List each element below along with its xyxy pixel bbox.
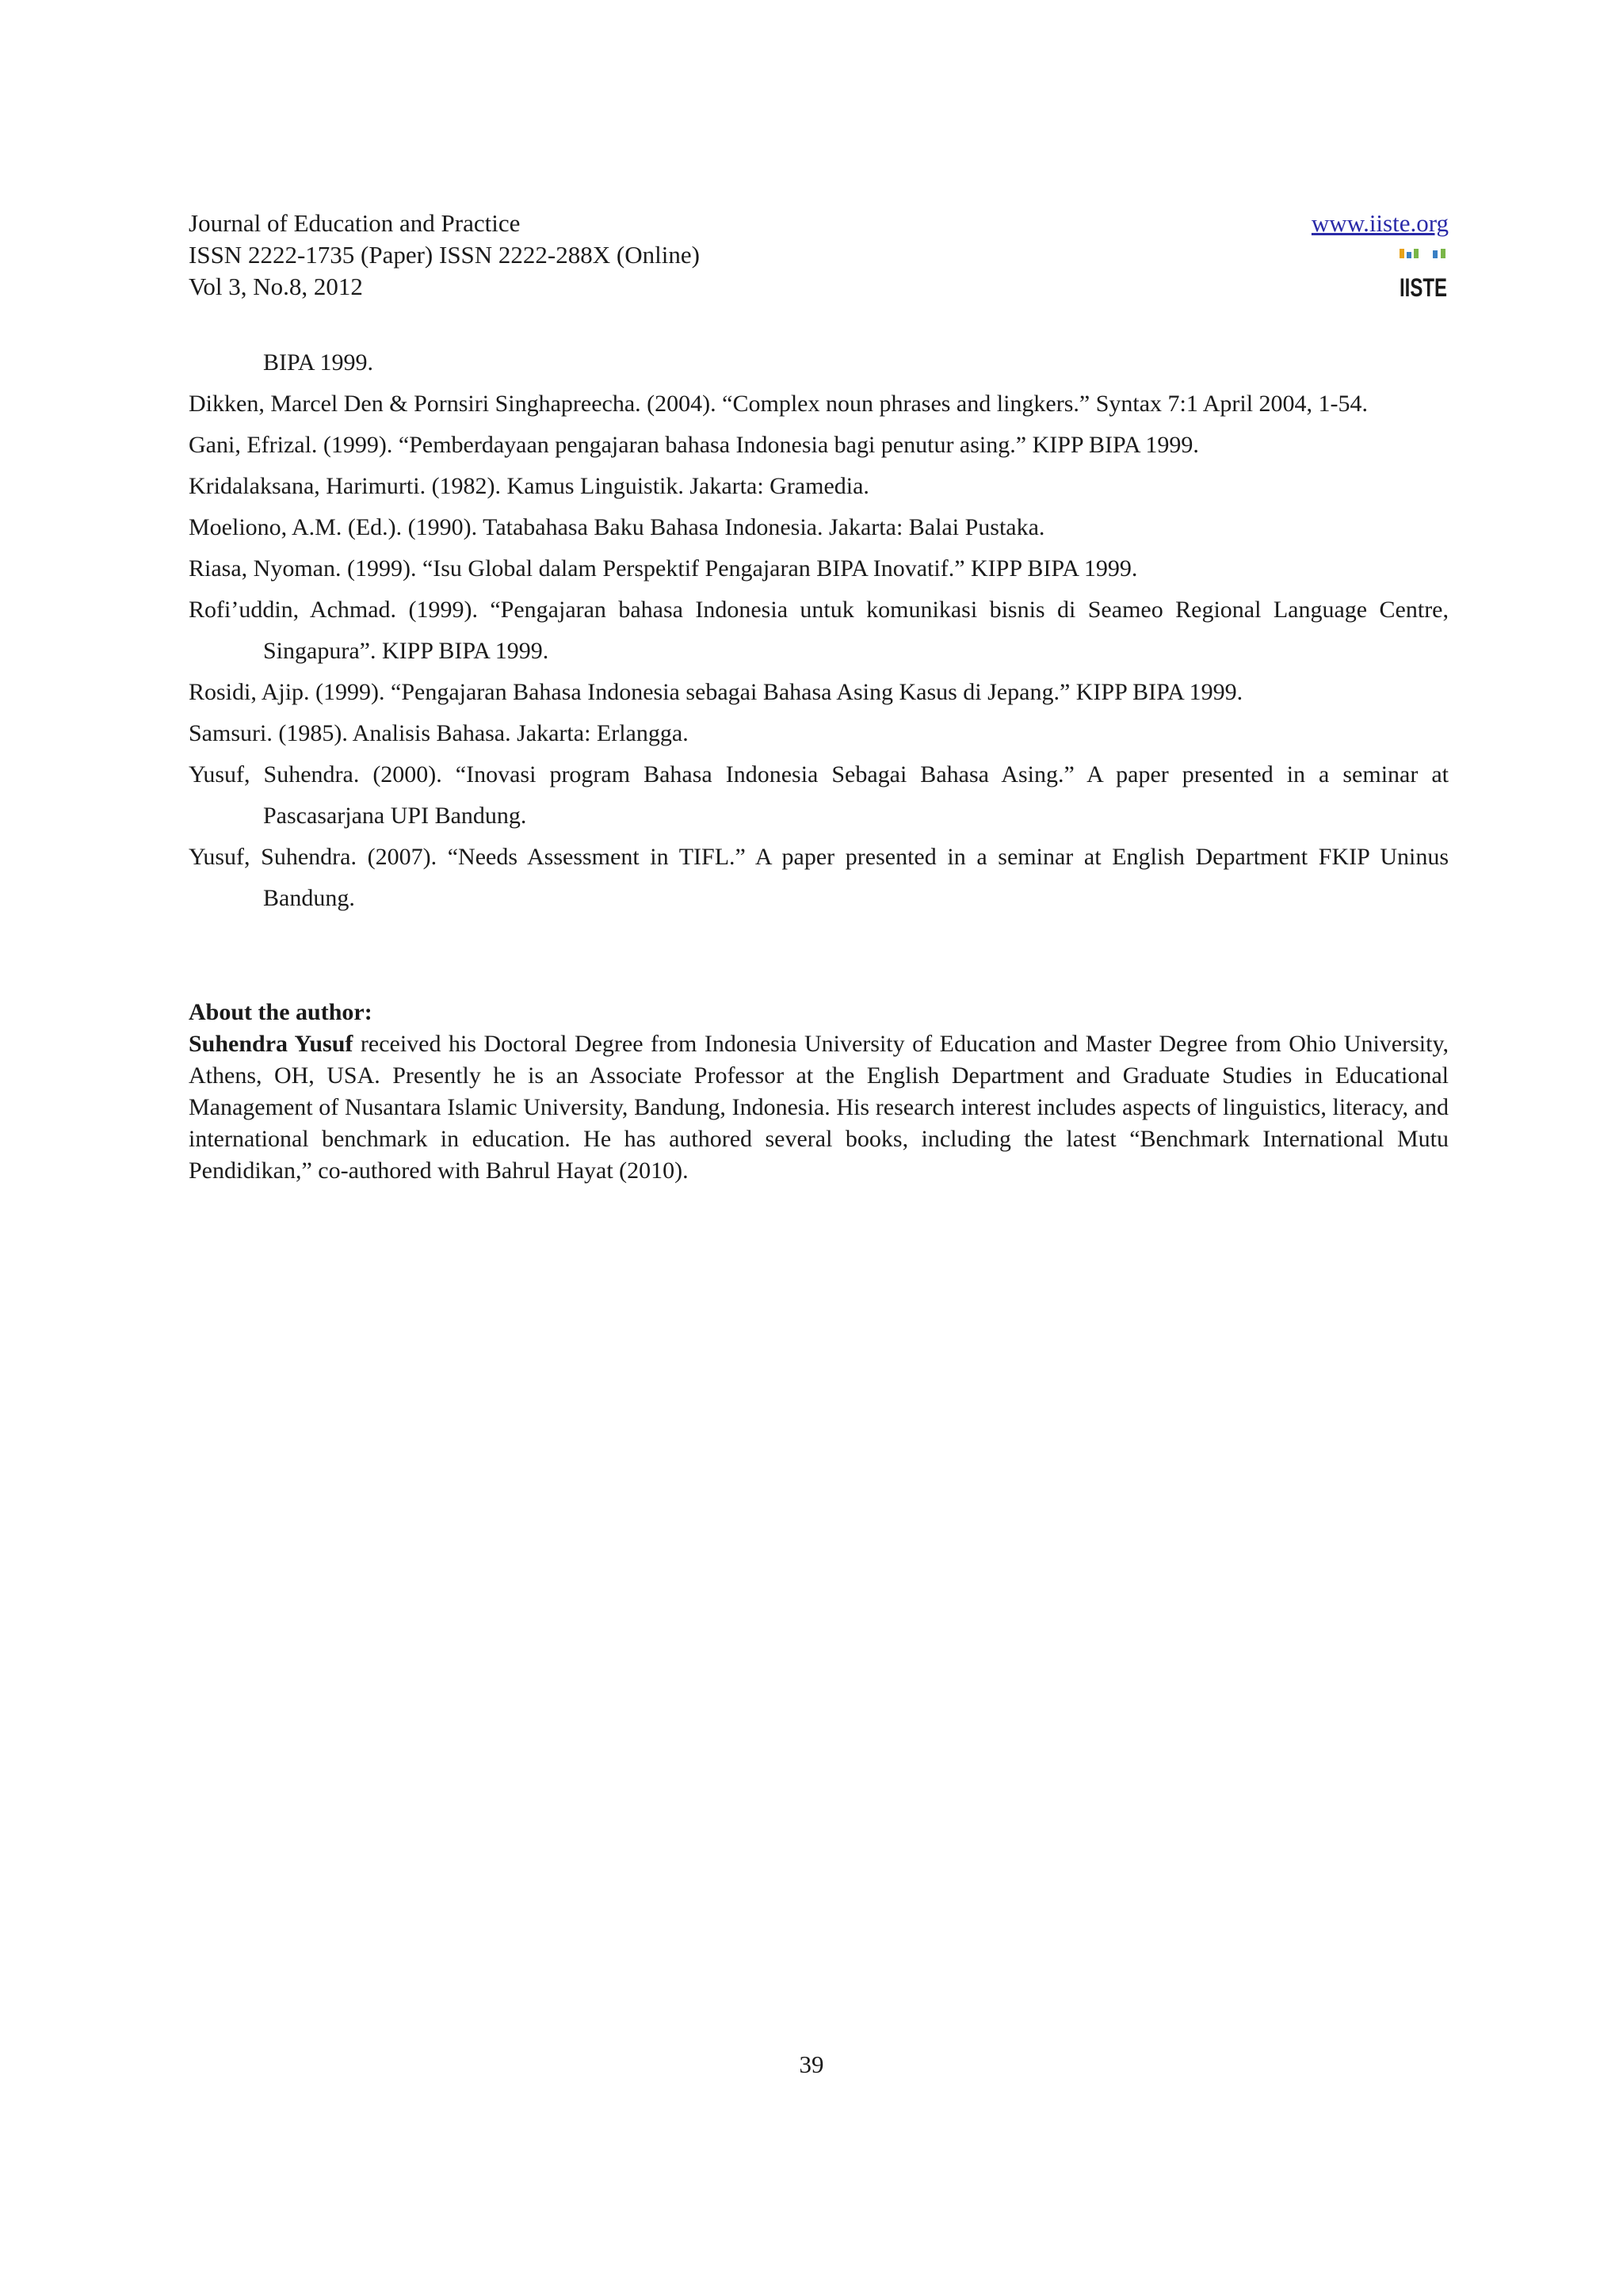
- reference-entry: BIPA 1999.: [263, 349, 373, 376]
- reference-entry: Kridalaksana, Harimurti. (1982). Kamus Linguistik. Jakarta: Gramedia.: [189, 473, 869, 499]
- reference-entry: Dikken, Marcel Den & Pornsiri Singhapreecha. (2004). “Complex noun phrases and lingkers.” Syntax 7:1 April 2004, 1-54.: [189, 391, 1369, 417]
- page-header: [189, 208, 1449, 303]
- svg-text:IISTE: IISTE: [1400, 273, 1447, 302]
- reference-entry: Rofi’uddin, Achmad. (1999). “Pengajaran bahasa Indonesia untuk komunikasi bisnis di Seameo Regional Language Centre, Singapura”. KIPP BIPA 1999.: [189, 597, 1449, 664]
- page-number: 39: [799, 2050, 824, 2078]
- journal-name: Journal of Education and Practice: [189, 209, 521, 237]
- about-author-section: [189, 997, 1449, 1187]
- reference-entry: Moeliono, A.M. (Ed.). (1990). Tatabahasa Baku Bahasa Indonesia. Jakarta: Balai Pustaka.: [189, 514, 1045, 540]
- journal-issn: ISSN 2222-1735 (Paper) ISSN 2222-288X (Online): [189, 241, 700, 269]
- reference-entry: Riasa, Nyoman. (1999). “Isu Global dalam Perspektif Pengajaran BIPA Inovatif.” KIPP BIPA 1999.: [189, 555, 1138, 582]
- iiste-logo-icon: [1398, 247, 1449, 301]
- reference-entry: Samsuri. (1985). Analisis Bahasa. Jakarta: Erlangga.: [189, 720, 689, 746]
- reference-entry: Yusuf, Suhendra. (2007). “Needs Assessment in TIFL.” A paper presented in a seminar at English Department FKIP Uninus Bandung.: [189, 844, 1449, 911]
- about-author-body: [189, 1028, 1449, 1187]
- journal-volume: Vol 3, No.8, 2012: [189, 273, 363, 300]
- reference-entry: Yusuf, Suhendra. (2000). “Inovasi program Bahasa Indonesia Sebagai Bahasa Asing.” A paper presented in a seminar at Pascasarjana UPI Bandung.: [189, 761, 1449, 829]
- reference-entry: Gani, Efrizal. (1999). “Pemberdayaan pengajaran bahasa Indonesia bagi penutur asing.” KIPP BIPA 1999.: [189, 432, 1199, 458]
- journal-url-link[interactable]: www.iiste.org: [1311, 209, 1449, 237]
- author-bio: received his Doctoral Degree from Indonesia University of Education and Master Degree from Ohio University, Athens, OH, USA. Presently he is an Associate Professor at the English Department and Graduate Studies in Educational Management of Nusantara Islamic University, Bandung, Indonesia. His research interest includes aspects of linguistics, literacy, and international benchmark in education. He has authored several books, including the latest “Benchmark International Mutu Pendidikan,” co-authored with Bahrul Hayat (2010).: [189, 1031, 1449, 1184]
- author-name: Suhendra Yusuf: [189, 1031, 353, 1057]
- reference-entry: Rosidi, Ajip. (1999). “Pengajaran Bahasa Indonesia sebagai Bahasa Asing Kasus di Jepang.” KIPP BIPA 1999.: [189, 679, 1243, 705]
- reference-list: [189, 342, 1449, 919]
- about-author-heading: About the author:: [189, 999, 372, 1025]
